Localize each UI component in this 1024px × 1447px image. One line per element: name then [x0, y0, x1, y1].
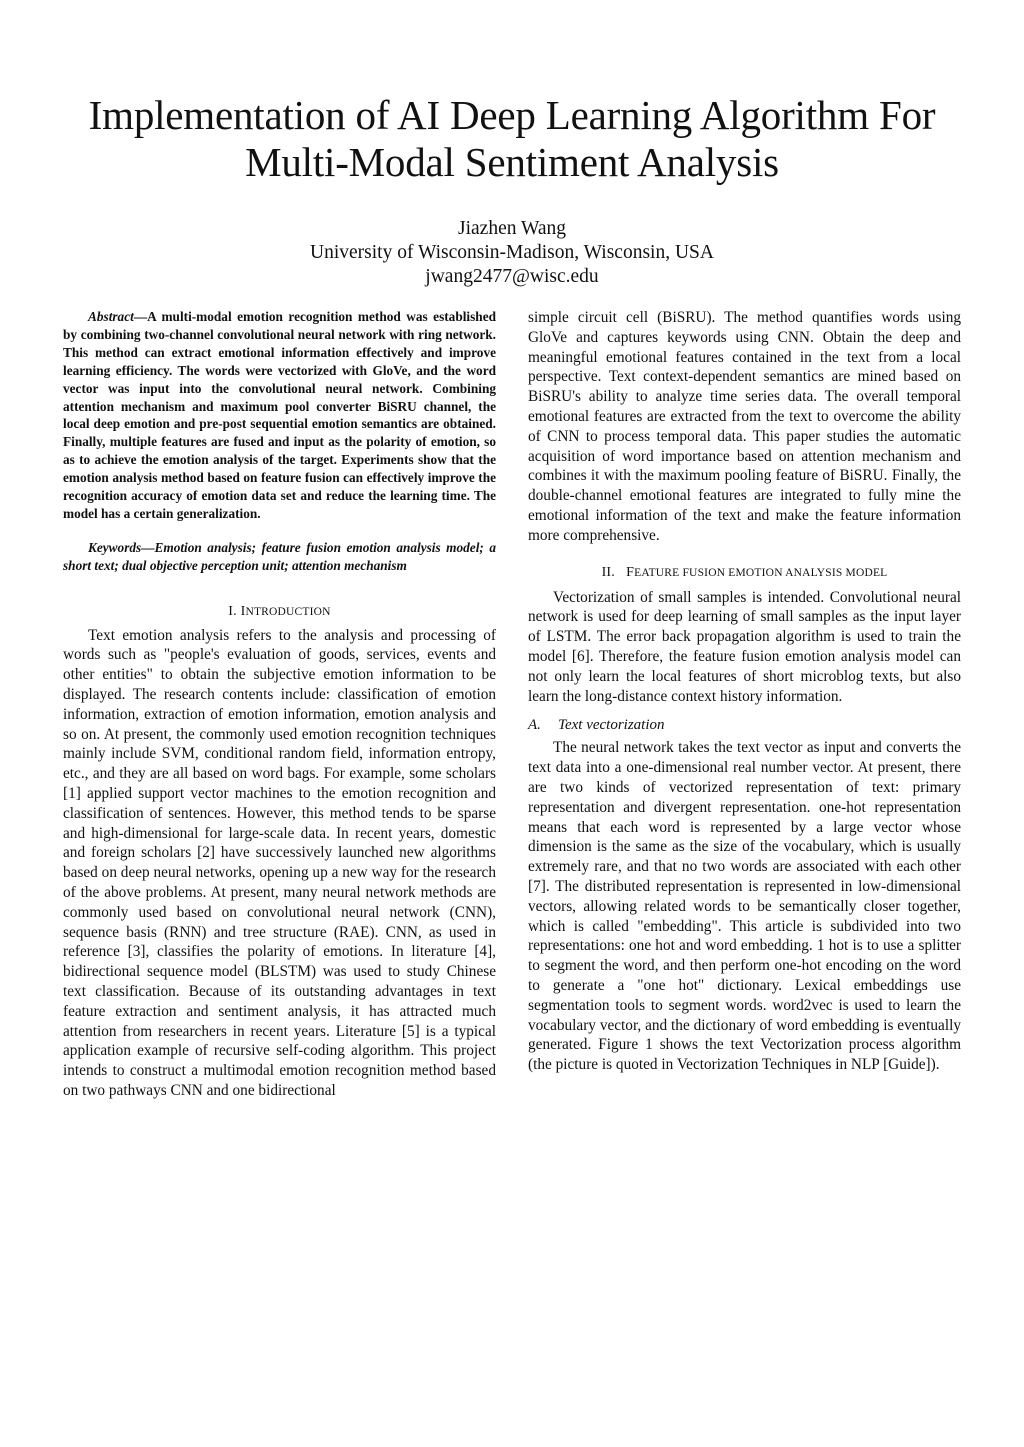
author-affiliation: University of Wisconsin-Madison, Wisconsin, USA — [310, 242, 714, 263]
subsection-title: Text vectorization — [558, 717, 665, 734]
subsection-number: A. — [528, 717, 541, 734]
right-column — [528, 308, 961, 1075]
subsection-heading-text-vectorization — [528, 716, 961, 735]
introduction-paragraph: Text emotion analysis refers to the analysis and processing of words such as "people's evaluation of goods, services, events and other entities" to obtain the subjective emotion information to be displayed. The research contents include: classification of emotion information, extraction of emotion information, emotion analysis and so on. At present, the commonly used emotion recognition techniques mainly include SVM, conditional random field, information entropy, etc., and they are all based on word bags. For example, some scholars [1] applied support vector machines to the emotion recognition and classification of sentences. However, this method tends to be sparse and high-dimensional for large-scale data. In recent years, domestic and foreign scholars [2] have successively launched new algorithms based on deep neural networks, opening up a new way for the research of the above problems. At present, many neural network methods are commonly used based on convolutional neural network (CNN), sequence basis (RNN) and tree structure (RAE). CNN, as used in reference [3], classifies the polarity of emotions. In literature [4], bidirectional sequence model (BLSTM) was used to study Chinese text classification. Because of its outstanding advantages in text feature extraction and sentiment analysis, it has attracted much attention from researchers in recent years. Literature [5] is a typical application example of recursive self-coding algorithm. This project intends to construct a multimodal emotion recognition method based on two pathways CNN and one bidirectional — [63, 626, 496, 1100]
abstract — [63, 308, 496, 523]
keywords: Keywords—Emotion analysis; feature fusion emotion analysis model; a short text; dual objective perception unit; attention mechanism — [63, 539, 496, 573]
section-title-initial: F — [626, 564, 635, 580]
section-title-rest: EATURE FUSION EMOTION ANALYSIS MODEL — [634, 566, 888, 579]
text-vectorization-paragraph: The neural network takes the text vector as input and converts the text data into a one-dimensional real number vector. At present, there are two kinds of vectorized representation of text: primary representation and divergent representation. one-hot representation means that each word is represented by a large vector whose dimension is the same as the size of the vocabulary, which is usually extremely rare, and that no two words are associated with each other [7]. The distributed representation is represented in low-dimensional vectors, allowing related words to be semantically closer together, which is called "embedding". This article is subdivided into two representations: one hot and word embedding. 1 hot is to use a splitter to segment the word, and then perform one-hot encoding on the word to generate a "one hot" dictionary. Lexical embeddings use segmentation tools to segment words. word2vec is used to learn the vocabulary vector, and the dictionary of word embedding is eventually generated. Figure 1 shows the text Vectorization process algorithm (the picture is quoted in Vectorization Techniques in NLP [Guide]). — [528, 739, 961, 1074]
abstract-label: Abstract — [88, 309, 134, 324]
section-heading-feature-fusion — [528, 564, 961, 582]
section-number: II. — [601, 564, 615, 580]
abstract-text: —A multi-modal emotion recognition method was established by combining two-channel convolutional neural network with ring network. This method can extract emotional information effectively and improve learning efficiency. The words were vectorized with GloVe, and the word vector was input into the convolutional neural network. Combining attention mechanism and maximum pool converter BiSRU channel, the local deep emotion and pre-post sequential emotion semantics are obtained. Finally, multiple features are fused and input as the polarity of emotion, so as to achieve the emotion analysis of the target. Experiments show that the emotion analysis method based on feature fusion can effectively improve the recognition accuracy of emotion data set and reduce the learning time. The model has a certain generalization. — [63, 309, 496, 521]
paper-title — [40, 92, 984, 186]
author-name: Jiazhen Wang — [458, 218, 566, 239]
introduction-paragraph-continued: simple circuit cell (BiSRU). The method quantifies words using GloVe and captures keywords using CNN. Obtain the deep and meaningful emotional features contained in the text from a local perspective. Text context-dependent semantics are mined based on BiSRU's ability to analyze time series data. The overall temporal emotional features are extracted from the text to overcome the ability of CNN to process temporal data. This paper studies the automatic acquisition of word importance based on attention mechanism and combines it with the maximum pooling feature of BiSRU. Finally, the double-channel emotional features are integrated to fully mine the emotional information of the text and make the feature information more comprehensive. — [528, 309, 961, 544]
paper-title-line-2: Multi-Modal Sentiment Analysis — [245, 139, 779, 185]
author-email: jwang2477@wisc.edu — [425, 266, 599, 287]
section-title-rest: NTRODUCTION — [245, 605, 331, 618]
section-number: I. — [228, 603, 237, 619]
section-title-initial: I — [240, 603, 246, 619]
paper-title-line-1: Implementation of AI Deep Learning Algorithm For — [88, 92, 936, 138]
section-heading-introduction — [63, 603, 496, 621]
left-column — [63, 308, 496, 1101]
feature-fusion-paragraph: Vectorization of small samples is intended. Convolutional neural network is used for deep learning of small samples as the input layer of LSTM. The error back propagation algorithm is used to train the model [6]. Therefore, the feature fusion emotion analysis model can not only learn the local features of short microblog texts, but also learn the long-distance context history information. — [528, 588, 961, 705]
